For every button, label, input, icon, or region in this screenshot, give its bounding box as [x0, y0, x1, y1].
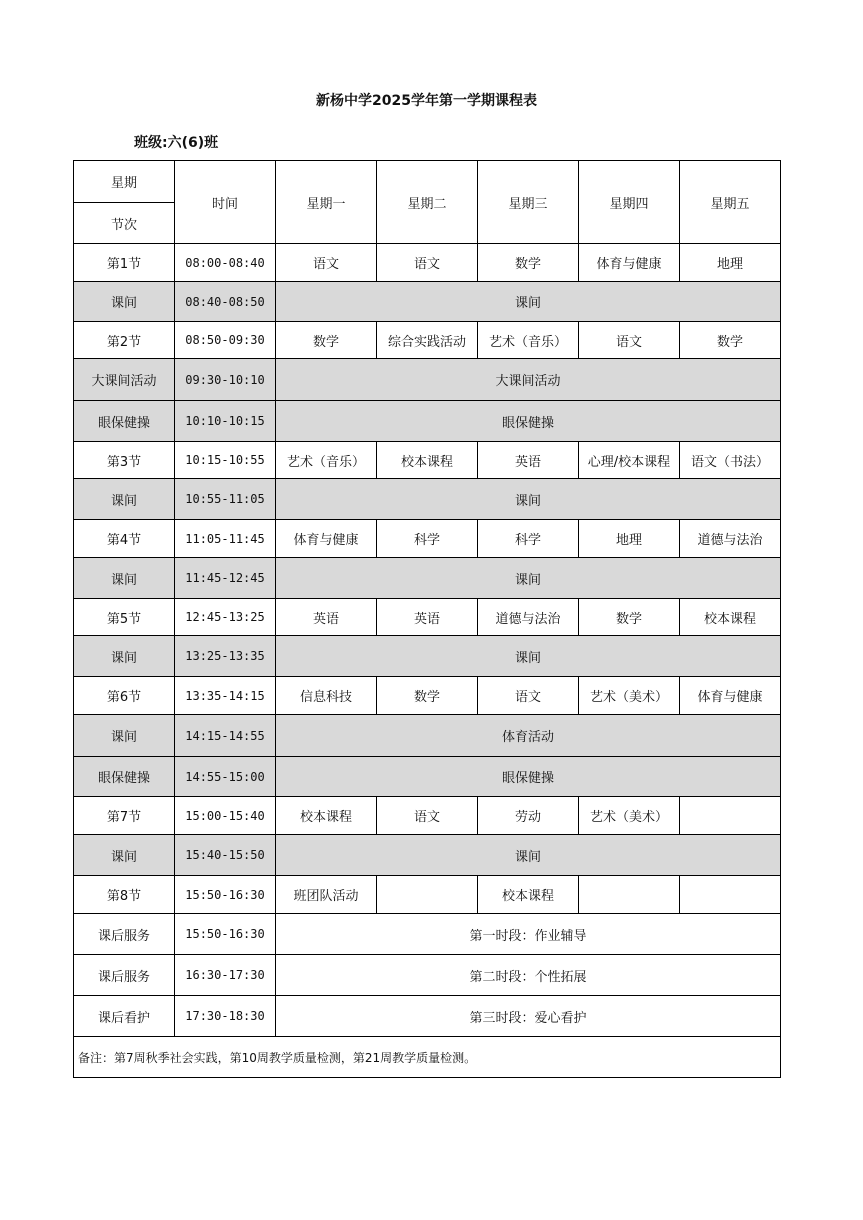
period-time: 15:00-15:40 [175, 797, 276, 835]
period-time: 09:30-10:10 [175, 359, 276, 401]
course-cell: 劳动 [478, 797, 579, 835]
period-time: 11:45-12:45 [175, 558, 276, 599]
schedule-row [74, 282, 781, 322]
schedule-row [74, 520, 781, 558]
header-period-label: 节次 [74, 203, 175, 244]
schedule-row [74, 322, 781, 359]
course-cell: 语文 [276, 244, 377, 282]
page-title: 新杨中学2025学年第一学期课程表 [316, 93, 537, 109]
period-label: 眼保健操 [74, 401, 175, 442]
course-cell: 地理 [579, 520, 680, 558]
course-cell: 英语 [478, 442, 579, 479]
period-time: 10:55-11:05 [175, 479, 276, 520]
period-time: 15:50-16:30 [175, 876, 276, 914]
span-activity: 眼保健操 [276, 757, 781, 797]
schedule-row [74, 636, 781, 677]
span-activity: 课间 [276, 479, 781, 520]
period-label: 眼保健操 [74, 757, 175, 797]
schedule-row [74, 914, 781, 955]
header-day-thu: 星期四 [579, 161, 680, 244]
schedule-row [74, 797, 781, 835]
header-day-tue: 星期二 [377, 161, 478, 244]
course-cell: 语文 [478, 677, 579, 715]
course-cell: 艺术（美术） [579, 797, 680, 835]
span-activity: 课间 [276, 835, 781, 876]
period-time: 16:30-17:30 [175, 955, 276, 996]
course-cell: 语文（书法） [680, 442, 781, 479]
note-row [74, 1037, 781, 1078]
course-cell: 数学 [478, 244, 579, 282]
schedule-row [74, 558, 781, 599]
period-time: 17:30-18:30 [175, 996, 276, 1037]
header-row [74, 161, 781, 203]
period-time: 08:40-08:50 [175, 282, 276, 322]
class-label: 班级:六(6)班 [134, 135, 219, 151]
course-cell: 体育与健康 [680, 677, 781, 715]
period-time: 08:00-08:40 [175, 244, 276, 282]
period-label: 课间 [74, 558, 175, 599]
course-cell: 体育与健康 [276, 520, 377, 558]
schedule-row [74, 677, 781, 715]
period-time: 14:15-14:55 [175, 715, 276, 757]
header-time-label: 时间 [175, 161, 276, 244]
schedule-row [74, 244, 781, 282]
period-label: 第7节 [74, 797, 175, 835]
course-cell: 科学 [377, 520, 478, 558]
period-time: 08:50-09:30 [175, 322, 276, 359]
course-cell: 数学 [276, 322, 377, 359]
course-cell: 语文 [377, 797, 478, 835]
course-cell [680, 797, 781, 835]
period-label: 课后看护 [74, 996, 175, 1037]
span-activity: 课间 [276, 282, 781, 322]
period-time: 13:35-14:15 [175, 677, 276, 715]
course-cell: 艺术（音乐） [276, 442, 377, 479]
period-time: 10:15-10:55 [175, 442, 276, 479]
period-time: 15:50-16:30 [175, 914, 276, 955]
course-cell: 数学 [579, 599, 680, 636]
note-text: 备注：第7周秋季社会实践，第10周教学质量检测，第21周教学质量检测。 [74, 1037, 781, 1078]
period-time: 14:55-15:00 [175, 757, 276, 797]
period-label: 第8节 [74, 876, 175, 914]
header-day-wed: 星期三 [478, 161, 579, 244]
period-time: 11:05-11:45 [175, 520, 276, 558]
course-cell: 数学 [680, 322, 781, 359]
schedule-row [74, 401, 781, 442]
course-cell: 地理 [680, 244, 781, 282]
span-activity: 第一时段：作业辅导 [276, 914, 781, 955]
course-cell: 校本课程 [478, 876, 579, 914]
course-cell: 语文 [377, 244, 478, 282]
period-time: 10:10-10:15 [175, 401, 276, 442]
period-label: 第4节 [74, 520, 175, 558]
schedule-table [73, 160, 781, 1078]
period-time: 15:40-15:50 [175, 835, 276, 876]
schedule-row [74, 359, 781, 401]
span-activity: 第三时段：爱心看护 [276, 996, 781, 1037]
span-activity: 课间 [276, 558, 781, 599]
course-cell [579, 876, 680, 914]
schedule-row [74, 715, 781, 757]
period-label: 课后服务 [74, 955, 175, 996]
course-cell: 英语 [377, 599, 478, 636]
schedule-row [74, 479, 781, 520]
span-activity: 眼保健操 [276, 401, 781, 442]
course-cell: 道德与法治 [680, 520, 781, 558]
period-label: 第2节 [74, 322, 175, 359]
course-cell: 综合实践活动 [377, 322, 478, 359]
period-label: 第3节 [74, 442, 175, 479]
header-day-fri: 星期五 [680, 161, 781, 244]
course-cell [680, 876, 781, 914]
course-cell: 英语 [276, 599, 377, 636]
period-label: 课间 [74, 479, 175, 520]
span-activity: 课间 [276, 636, 781, 677]
period-label: 课间 [74, 835, 175, 876]
period-label: 大课间活动 [74, 359, 175, 401]
course-cell: 校本课程 [377, 442, 478, 479]
period-label: 第1节 [74, 244, 175, 282]
period-label: 课间 [74, 282, 175, 322]
period-time: 13:25-13:35 [175, 636, 276, 677]
course-cell: 信息科技 [276, 677, 377, 715]
course-cell: 道德与法治 [478, 599, 579, 636]
course-cell: 艺术（美术） [579, 677, 680, 715]
header-weekday-label: 星期 [74, 161, 175, 203]
course-cell: 班团队活动 [276, 876, 377, 914]
schedule-row [74, 442, 781, 479]
course-cell: 语文 [579, 322, 680, 359]
course-cell: 校本课程 [680, 599, 781, 636]
span-activity: 大课间活动 [276, 359, 781, 401]
schedule-row [74, 599, 781, 636]
period-label: 第6节 [74, 677, 175, 715]
span-activity: 第二时段：个性拓展 [276, 955, 781, 996]
schedule-row [74, 955, 781, 996]
span-activity: 体育活动 [276, 715, 781, 757]
schedule-row [74, 835, 781, 876]
schedule-row [74, 996, 781, 1037]
header-day-mon: 星期一 [276, 161, 377, 244]
period-label: 课间 [74, 636, 175, 677]
period-label: 课间 [74, 715, 175, 757]
course-cell: 科学 [478, 520, 579, 558]
course-cell: 数学 [377, 677, 478, 715]
schedule-row [74, 876, 781, 914]
period-time: 12:45-13:25 [175, 599, 276, 636]
period-label: 课后服务 [74, 914, 175, 955]
course-cell: 艺术（音乐） [478, 322, 579, 359]
course-cell: 校本课程 [276, 797, 377, 835]
course-cell [377, 876, 478, 914]
course-cell: 体育与健康 [579, 244, 680, 282]
schedule-body [74, 161, 781, 1078]
period-label: 第5节 [74, 599, 175, 636]
schedule-row [74, 757, 781, 797]
course-cell: 心理/校本课程 [579, 442, 680, 479]
